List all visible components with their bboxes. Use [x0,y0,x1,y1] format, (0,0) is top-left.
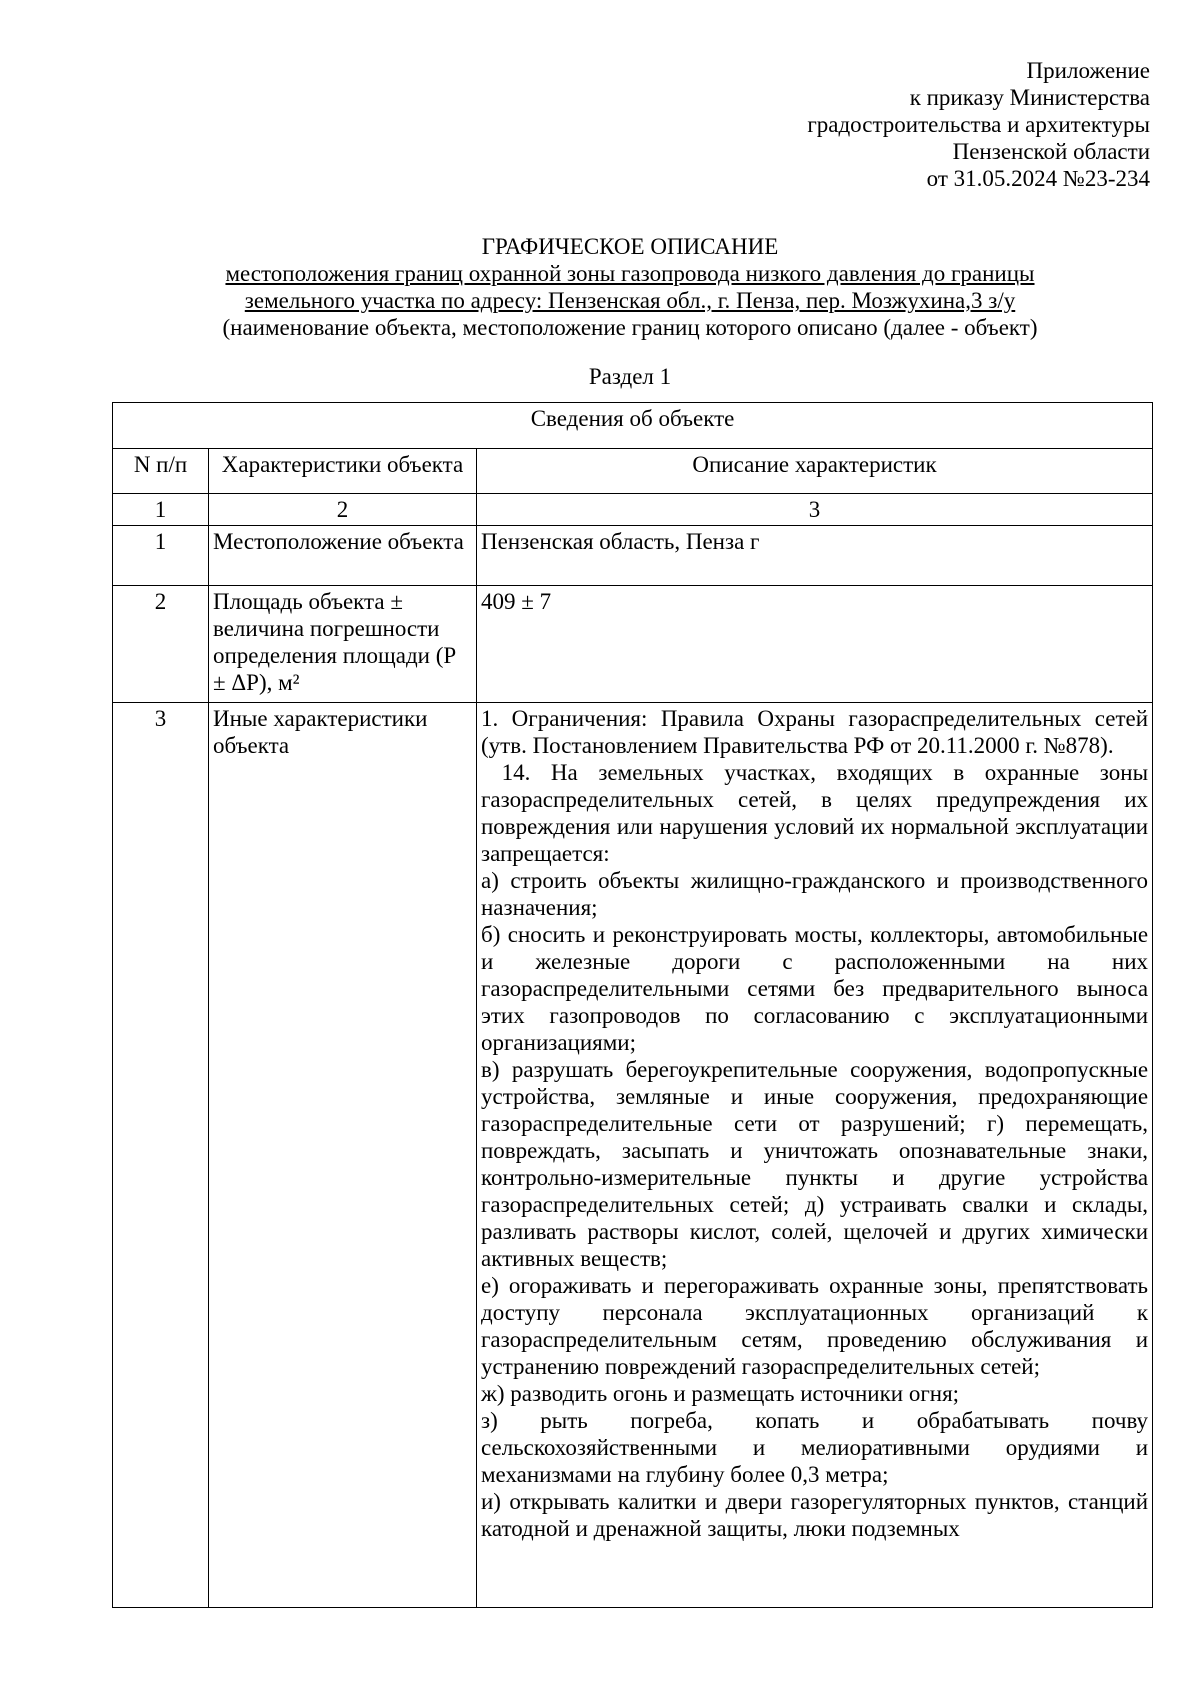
row-characteristic: Иные характеристики объекта [209,703,477,1608]
description-paragraph: 14. На земельных участках, входящих в охранные зоны газораспределительных сетей, в целях предупреждения их повреждения или нарушения условий их нормальной эксплуатации запрещается: [481,760,1154,866]
column-number: 2 [209,494,477,526]
appendix-block [650,57,1150,192]
row-description: 409 ± 7 [477,586,1153,703]
document-subtitle-line: земельного участка по адресу: Пензенская обл., г. Пенза, пер. Мозжухина,3 з/у [244,288,1016,313]
column-header-number: N п/п [113,449,209,494]
appendix-line: Пензенской области [952,139,1150,164]
description-paragraph: е) огораживать и перегораживать охранные зоны, препятствовать доступу персонала эксплуатационных организаций к газораспределительным сетям, проведению обслуживания и устранению повреждений газораспределительных сетей; [481,1273,1149,1379]
description-paragraph: ж) разводить огонь и размещать источники огня; [481,1381,960,1406]
title-block [100,233,1160,341]
column-number: 3 [477,494,1153,526]
row-characteristic: Местоположение объекта [209,526,477,586]
row-description [477,703,1153,1608]
appendix-line: градостроительства и архитектуры [807,112,1150,137]
description-paragraph: в) разрушать берегоукрепительные сооружения, водопропускные устройства, земляные и иные сооружения, предохраняющие газораспределительные сети от разрушений; г) перемещать, повреждать, засыпать и уничтожать опознавательные знаки, контрольно-измерительные пункты и другие устройства газораспределительных сетей; д) устраивать свалки и склады, разливать растворы кислот, солей, щелочей и других химически активных веществ; [481,1057,1149,1271]
object-info-table [112,402,1153,1608]
table-row [113,526,1153,586]
row-number: 1 [113,526,209,586]
row-characteristic: Площадь объекта ± величина погрешности определения площади (Р ± ΔР), м² [209,586,477,703]
document-subtitle-line: местоположения границ охранной зоны газопровода низкого давления до границы [225,261,1035,286]
description-paragraph: и) открывать калитки и двери газорегуляторных пунктов, станций катодной и дренажной защиты, люки подземных [481,1489,1149,1541]
appendix-line: Приложение [1026,58,1150,83]
document-title: ГРАФИЧЕСКОЕ ОПИСАНИЕ [481,234,779,259]
appendix-line: к приказу Министерства [909,85,1150,110]
appendix-date-line: от 31.05.2024 №23-234 [926,166,1150,191]
column-number: 1 [113,494,209,526]
table-caption: Сведения об объекте [113,403,1153,449]
column-header-characteristic: Характеристики объекта [209,449,477,494]
table-row [113,586,1153,703]
subtitle-note: (наименование объекта, местоположение границ которого описано (далее - объект) [222,315,1038,340]
description-paragraph: а) строить объекты жилищно-гражданского и производственного назначения; [481,868,1149,920]
description-paragraph: з) рыть погреба, копать и обрабатывать почву сельскохозяйственными и мелиоративными орудиями и механизмами на глубину более 0,3 метра; [481,1408,1149,1487]
description-paragraph: 1. Ограничения: Правила Охраны газораспределительных сетей (утв. Постановлением Правительства РФ от 20.11.2000 г. №878). [481,706,1149,758]
row-number: 3 [113,703,209,1608]
row-number: 2 [113,586,209,703]
section-label: Раздел 1 [588,364,672,389]
table-row [113,703,1153,1608]
description-paragraph: б) сносить и реконструировать мосты, коллекторы, автомобильные и железные дороги с расположенными на них газораспределительными сетями без предварительного выноса этих газопроводов по согласованию с эксплуатационными организациями; [481,922,1149,1055]
column-header-description: Описание характеристик [477,449,1153,494]
row-description: Пензенская область, Пенза г [477,526,1153,586]
